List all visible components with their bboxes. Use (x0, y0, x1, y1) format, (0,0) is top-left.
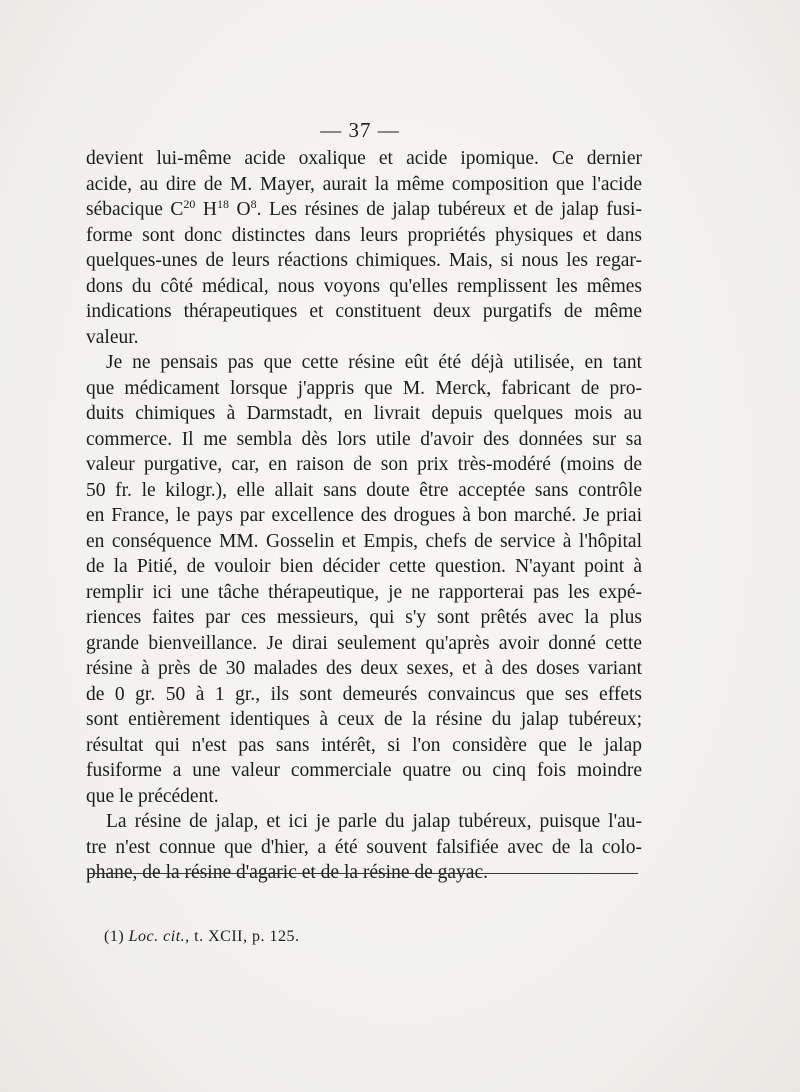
footnote (104, 928, 299, 946)
text-line: remplir ici une tâche thérapeutique, je ne rapporterai pas les expé- (86, 581, 642, 603)
text-line: valeur. (86, 326, 139, 348)
text-line: forme sont donc distinctes dans leurs propriétés physiques et dans (86, 224, 642, 246)
text-line: que médicament lorsque j'appris que M. Merck, fabricant de pro- (86, 377, 642, 399)
text-line: résultat qui n'est pas sans intérêt, si l'on considère que le jalap (86, 734, 642, 756)
formula-prefix: sébacique C (86, 199, 184, 220)
text-line: duits chimiques à Darmstadt, en livrait depuis quelques mois au (86, 403, 642, 424)
text-line: dons du côté médical, nous voyons qu'elles remplissent les mêmes (86, 275, 642, 297)
text-line-formula (86, 197, 642, 223)
formula-suffix: . Les résines de jalap tubéreux et de jalap fusi- (256, 199, 642, 220)
formula-h: H (195, 199, 217, 220)
oxygen-subscript: 8 (250, 197, 257, 211)
footnote-divider (88, 873, 638, 874)
text-line: phane, de la résine d'agaric et de la résine de gayac. (86, 862, 488, 883)
text-line: tre n'est connue que d'hier, a été souvent falsifiée avec de la colo- (86, 836, 642, 858)
carbon-subscript: 20 (183, 197, 196, 211)
footnote-reference: Loc. cit. (128, 928, 186, 945)
text-line: La résine de jalap, et ici je parle du jalap tubéreux, puisque l'au- (106, 811, 642, 832)
text-line: grande bienveillance. Je dirai seulement qu'après avoir donné cette (86, 632, 642, 654)
text-line: fusiforme a une valeur commerciale quatre ou cinq fois moindre (86, 760, 642, 781)
text-line: en conséquence MM. Gosselin et Empis, chefs de service à l'hôpital (86, 530, 642, 552)
text-line: de la Pitié, de vouloir bien décider cette question. N'ayant point à (86, 556, 642, 577)
text-line: indications thérapeutiques et constituent deux purgatifs de même (86, 301, 642, 322)
text-line: que le précédent. (86, 785, 219, 807)
body-text (86, 146, 642, 886)
text-line: quelques-unes de leurs réactions chimiques. Mais, si nous les regar- (86, 250, 642, 271)
text-line: acide, au dire de M. Mayer, aurait la même composition que l'acide (86, 173, 642, 195)
formula-o: O (228, 199, 251, 220)
text-line: Je ne pensais pas que cette résine eût été déjà utilisée, en tant (106, 352, 642, 373)
text-line: devient lui-même acide oxalique et acide ipomique. Ce dernier (86, 148, 642, 169)
text-line: riences faites par ces messieurs, qui s'y sont prêtés avec la plus (86, 607, 642, 628)
footnote-marker: (1) (104, 928, 125, 945)
text-line: commerce. Il me sembla dès lors utile d'avoir des données sur sa (86, 428, 642, 450)
page-number: — 37 — (320, 118, 400, 142)
text-line: 50 fr. le kilogr.), elle allait sans doute être acceptée sans contrôle (86, 479, 642, 501)
footnote-citation: , t. XCII, p. 125. (185, 928, 300, 945)
text-line: en France, le pays par excellence des drogues à bon marché. Je priai (86, 505, 642, 526)
text-line: sont entièrement identiques à ceux de la résine du jalap tubéreux; (86, 709, 642, 730)
text-line: de 0 gr. 50 à 1 gr., ils sont demeurés convaincus que ses effets (86, 683, 642, 705)
text-line: valeur purgative, car, en raison de son prix très-modéré (moins de (86, 454, 642, 475)
hydrogen-subscript: 18 (216, 197, 229, 211)
text-line: résine à près de 30 malades des deux sexes, et à des doses variant (86, 658, 642, 679)
